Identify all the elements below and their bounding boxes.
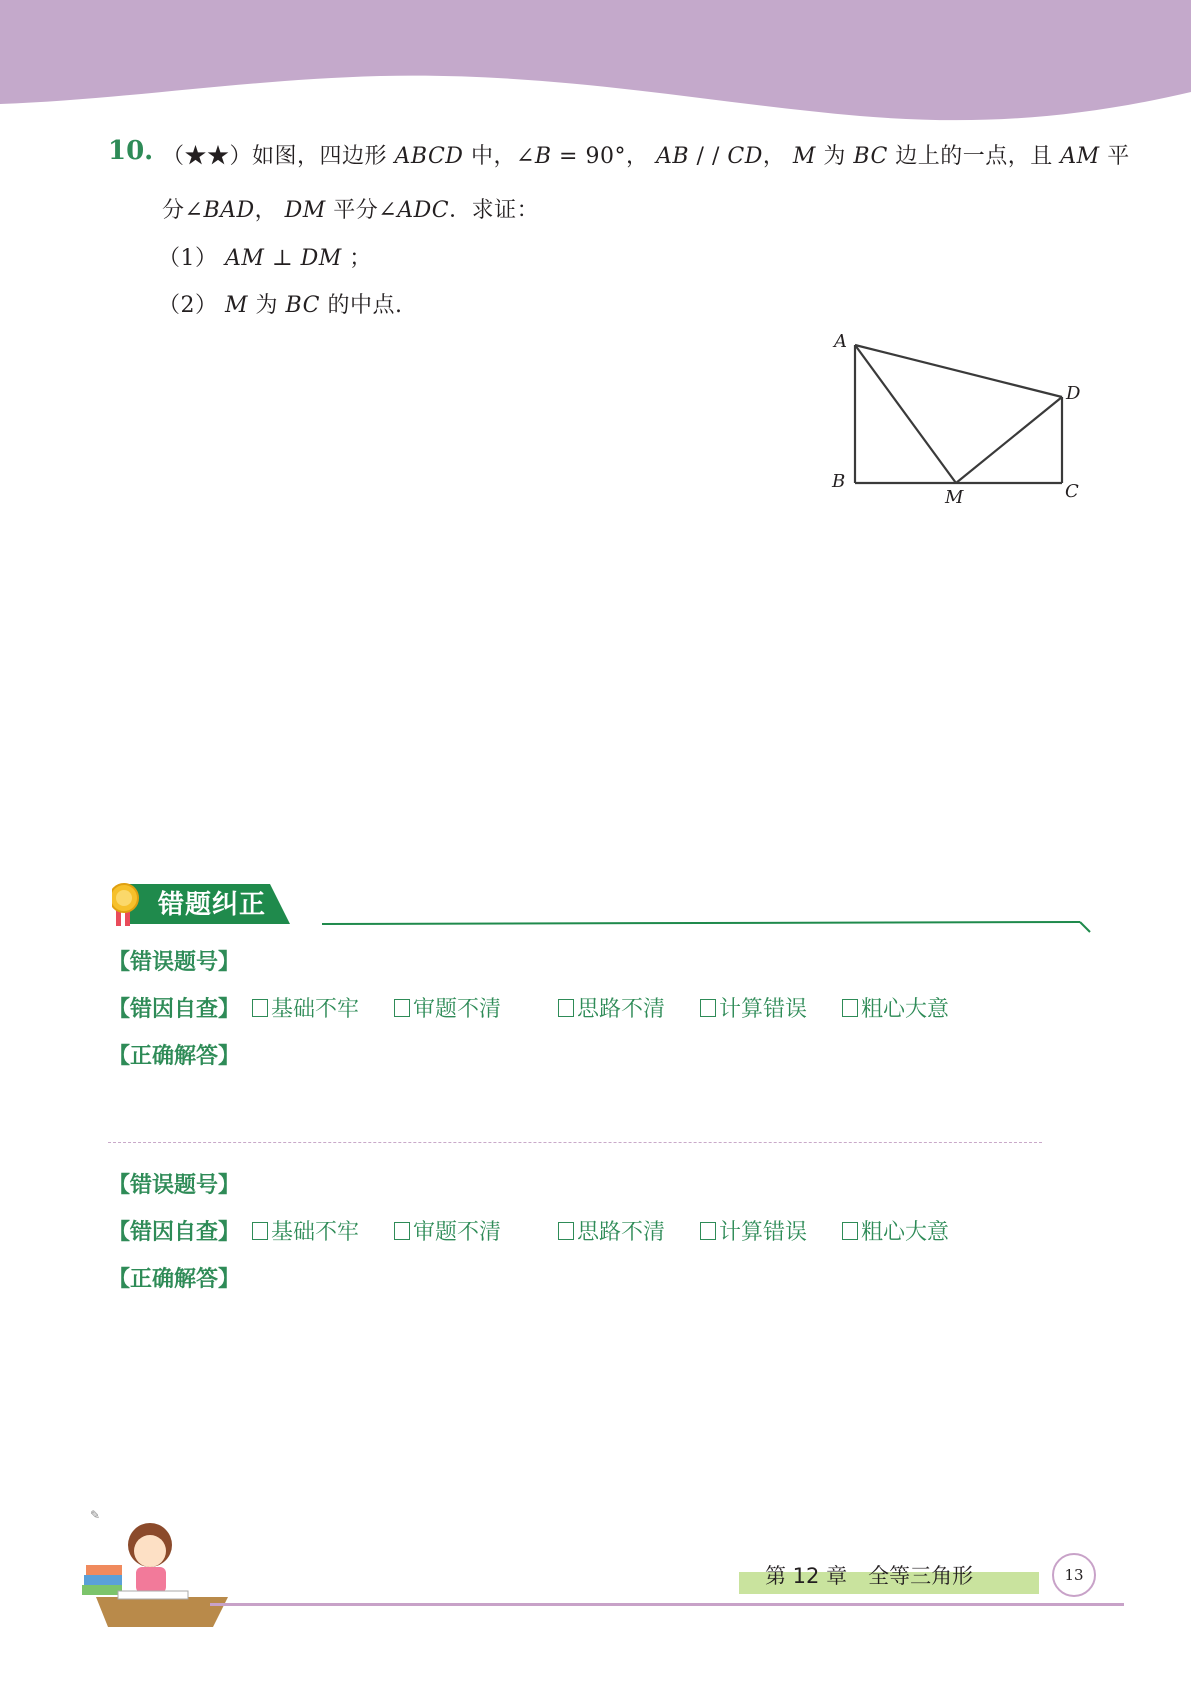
option-label: 计算错误 <box>719 997 808 1022</box>
header-wave-banner <box>0 0 1191 130</box>
option-label: 计算错误 <box>719 1220 808 1245</box>
text-segment: ， <box>254 198 285 223</box>
option-basic[interactable] <box>252 992 359 1023</box>
segment-DM <box>956 397 1062 483</box>
option-reading[interactable] <box>394 992 501 1023</box>
option-thinking[interactable] <box>558 992 665 1023</box>
option-label: 基础不牢 <box>271 997 360 1022</box>
text-segment: / / <box>689 144 728 169</box>
text-segment: 平 <box>1099 144 1130 169</box>
desk <box>96 1597 228 1627</box>
text-segment: 边上的一点，且 <box>887 144 1061 169</box>
section-divider <box>108 1142 1042 1143</box>
student-face <box>134 1535 166 1567</box>
checkbox[interactable] <box>700 1222 716 1240</box>
book <box>84 1575 122 1585</box>
option-thinking[interactable] <box>558 1215 665 1246</box>
banner-rule-tail <box>1080 922 1090 932</box>
text-segment: ， <box>762 144 793 169</box>
text-segment: 如图，四边形 <box>252 144 395 169</box>
label-C: C <box>1065 481 1079 502</box>
question-number: 10. <box>108 136 154 166</box>
label-B: B <box>832 471 846 492</box>
math-var: AB <box>655 144 690 169</box>
chapter-title: 第 12 章 全等三角形 <box>765 1564 974 1588</box>
text-segment: 平分∠ <box>325 198 398 223</box>
checkbox[interactable] <box>558 999 574 1017</box>
text-segment: ； <box>341 246 372 271</box>
checkbox[interactable] <box>394 1222 410 1240</box>
student-body <box>136 1567 166 1593</box>
label-A: A <box>834 331 847 352</box>
text-segment: ．求证： <box>449 198 540 223</box>
wrong-number-label: 【错误题号】 <box>108 950 241 975</box>
book-stack <box>82 1585 122 1595</box>
label-D: D <box>1066 383 1081 404</box>
math-var: M <box>225 293 249 318</box>
geometry-figure <box>820 325 1095 515</box>
correct-answer-label: 【正确解答】 <box>108 1044 241 1069</box>
perp-symbol: ⊥ <box>264 246 301 271</box>
correct-answer-label: 【正确解答】 <box>108 1267 241 1292</box>
open-book <box>118 1591 188 1599</box>
text-segment: 为 <box>815 144 854 169</box>
math-var: DM <box>284 198 326 223</box>
question-line-2 <box>162 193 539 224</box>
option-calculation[interactable] <box>700 1215 807 1246</box>
difficulty-stars: （★★） <box>162 144 253 169</box>
math-var: BAD <box>203 198 255 223</box>
banner-rule <box>322 922 1080 924</box>
math-var: ADC <box>397 198 450 223</box>
option-calculation[interactable] <box>700 992 807 1023</box>
checkbox[interactable] <box>252 1222 268 1240</box>
option-label: 审题不清 <box>413 997 502 1022</box>
student-reading-illustration <box>78 1505 238 1627</box>
error-cause-label: 【错因自查】 <box>108 997 241 1022</box>
text-segment: 为 <box>248 293 286 318</box>
correction-title: 错题纠正 <box>158 890 267 920</box>
checkbox[interactable] <box>558 1222 574 1240</box>
math-var: B <box>534 144 552 169</box>
option-careless[interactable] <box>842 1215 949 1246</box>
question-line-1 <box>162 139 1130 170</box>
option-label: 粗心大意 <box>861 1220 950 1245</box>
math-var: BC <box>285 293 320 318</box>
error-cause-label: 【错因自查】 <box>108 1220 241 1245</box>
math-var: DM <box>300 246 342 271</box>
question-part-1 <box>158 241 372 272</box>
option-label: 思路不清 <box>577 997 666 1022</box>
page-number: 13 <box>1052 1553 1096 1597</box>
math-var: M <box>792 144 816 169</box>
part-label: （2） <box>158 293 225 318</box>
wrong-number-label: 【错误题号】 <box>108 1173 241 1198</box>
math-var: CD <box>727 144 763 169</box>
option-reading[interactable] <box>394 1215 501 1246</box>
math-var: BC <box>853 144 888 169</box>
figure-lines <box>855 345 1062 483</box>
footer-rule <box>210 1603 1124 1606</box>
book <box>86 1565 122 1575</box>
text-segment: 中，∠ <box>463 144 535 169</box>
decor-symbol: ✎ <box>90 1508 101 1522</box>
checkbox[interactable] <box>394 999 410 1017</box>
text-segment: 的中点. <box>319 293 403 318</box>
option-careless[interactable] <box>842 992 949 1023</box>
math-var: AM <box>1060 144 1100 169</box>
option-label: 粗心大意 <box>861 997 950 1022</box>
label-M: M <box>945 487 964 508</box>
text-segment: = 90°， <box>551 144 656 169</box>
option-label: 审题不清 <box>413 1220 502 1245</box>
part-label: （1） <box>158 246 225 271</box>
math-var: ABCD <box>394 144 464 169</box>
checkbox[interactable] <box>252 999 268 1017</box>
question-part-2 <box>158 288 402 319</box>
checkbox[interactable] <box>842 1222 858 1240</box>
option-label: 思路不清 <box>577 1220 666 1245</box>
option-basic[interactable] <box>252 1215 359 1246</box>
checkbox[interactable] <box>700 999 716 1017</box>
checkbox[interactable] <box>842 999 858 1017</box>
option-label: 基础不牢 <box>271 1220 360 1245</box>
math-var: AM <box>225 246 265 271</box>
text-segment: 分∠ <box>162 198 204 223</box>
